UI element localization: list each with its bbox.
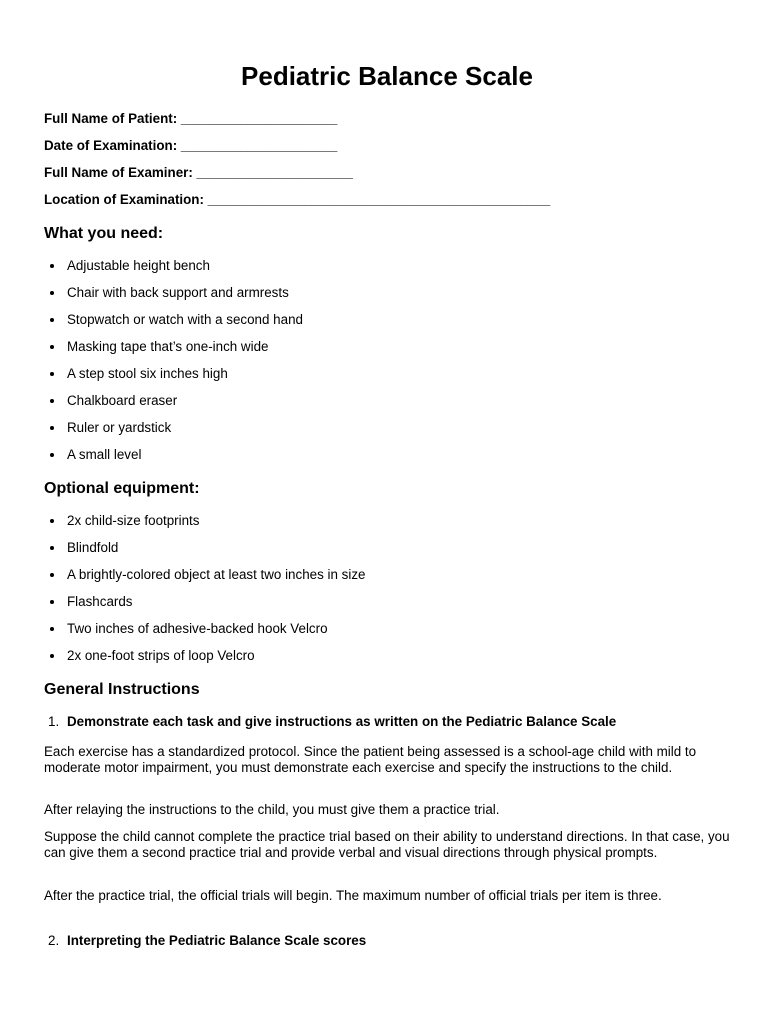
exam-date-field: Date of Examination: _____________________ (44, 138, 338, 153)
paragraph: After relaying the instructions to the child, you must give them a practice trial. (44, 802, 500, 817)
bullet-icon (50, 453, 54, 457)
paragraph: Suppose the child cannot complete the practice trial based on their ability to understand directions. In that case, you can give them a second practice trial and provide verbal and visual directions through physical prompts. (44, 829, 730, 860)
examiner-name-field: Full Name of Examiner: _____________________ (44, 165, 353, 180)
what-you-need-heading: What you need: (44, 225, 164, 242)
bullet-icon (50, 426, 54, 430)
bullet-icon (50, 600, 54, 604)
paragraph: After the practice trial, the official trials will begin. The maximum number of official trials per item is three. (44, 888, 662, 903)
bullet-icon (50, 573, 54, 577)
bullet-icon (50, 291, 54, 295)
bullet-icon (50, 318, 54, 322)
bullet-icon (50, 546, 54, 550)
optional-equipment-heading: Optional equipment: (44, 480, 200, 497)
page-title: Pediatric Balance Scale (241, 61, 533, 91)
general-instructions-heading: General Instructions (44, 681, 200, 698)
step-title: Demonstrate each task and give instructions as written on the Pediatric Balance Scale (67, 714, 617, 729)
bullet-icon (50, 627, 54, 631)
bullet-icon (50, 399, 54, 403)
step-title: Interpreting the Pediatric Balance Scale scores (67, 933, 367, 948)
bullet-icon (50, 372, 54, 376)
step-number: 1. (48, 714, 60, 729)
bullet-icon (50, 519, 54, 523)
exam-location-field: Location of Examination: ______________________________________________ (44, 192, 551, 207)
bullet-icon (50, 264, 54, 268)
patient-name-field: Full Name of Patient: _____________________ (44, 111, 338, 126)
numbered-step (48, 713, 616, 731)
numbered-step (48, 932, 366, 950)
step-number: 2. (48, 933, 60, 948)
paragraph: Each exercise has a standardized protocol. Since the patient being assessed is a school-age child with mild to moderate motor impairment, you must demonstrate each exercise and specify the instructions to the child. (44, 744, 697, 775)
bullet-icon (50, 345, 54, 349)
bullet-icon (50, 654, 54, 658)
